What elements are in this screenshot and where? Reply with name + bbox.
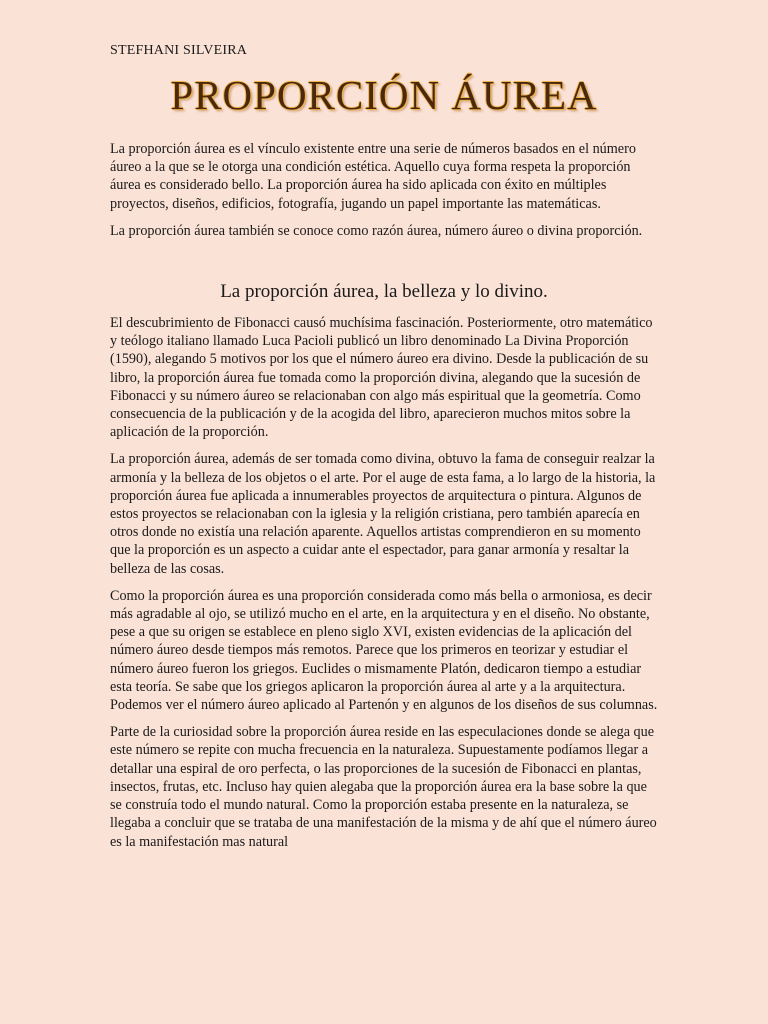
- section-paragraph-4: Parte de la curiosidad sobre la proporción áurea reside en las especulaciones donde se alega que este número se repite con mucha frecuencia en la naturaleza. Supuestamente podíamos llegar a detallar una espiral de oro perfecta, o las proporciones de la sucesión de Fibonacci en plantas, insectos, frutas, etc. Incluso hay quien alegaba que la proporción áurea era la base sobre la que se construía todo el mundo natural. Como la proporción estaba presente en la naturaleza, se llegaba a concluir que se trataba de una manifestación de la misma y de ahí que el número áureo es la manifestación mas natural: [110, 724, 657, 850]
- intro-paragraph-2: La proporción áurea también se conoce como razón áurea, número áureo o divina proporción.: [110, 222, 643, 239]
- section-paragraph-1: El descubrimiento de Fibonacci causó muchísima fascinación. Posteriormente, otro matemático y teólogo italiano llamado Luca Pacioli publicó un libro denominado La Divina Proporción (1590), alegando 5 motivos por los que el número áureo era divino. Desde la publicación de su libro, la proporción áurea fue tomada como la proporción divina, alegando que la sucesión de Fibonacci y su número áureo se relacionaban con algo más espiritual que la geometría. Como consecuencia de la publicación y de la acogida del libro, aparecieron muchos mitos sobre la aplicación de la proporción.: [110, 315, 653, 441]
- section-paragraph-2: La proporción áurea, además de ser tomada como divina, obtuvo la fama de conseguir realzar la armonía y la belleza de los objetos o el arte. Por el auge de esta fama, a lo largo de la historia, la proporción áurea fue aplicada a innumerables proyectos de arquitectura o pintura. Algunos de estos proyectos se relacionaban con la iglesia y la religión cristiana, pero también aparecía en otros donde no existía una relación aparente. Aquellos artistas comprendieron en su momento que la proporción es un aspecto a cuidar ante el espectador, para ganar armonía y resaltar la belleza de las cosas.: [110, 451, 656, 577]
- intro-paragraph-1: La proporción áurea es el vínculo existente entre una serie de números basados en el número áureo a la que se le otorga una condición estética. Aquello cuya forma respeta la proporción áurea es considerado bello. La proporción áurea ha sido aplicada con éxito en múltiples proyectos, diseños, edificios, fotografía, jugando un papel importante las matemáticas.: [110, 141, 636, 212]
- document-title: PROPORCIÓN ÁUREA: [170, 72, 598, 118]
- section-heading: La proporción áurea, la belleza y lo divino.: [220, 281, 548, 303]
- section-paragraph-3: Como la proporción áurea es una proporción considerada como más bella o armoniosa, es decir más agradable al ojo, se utilizó mucho en el arte, en la arquitectura y en el diseño. No obstante, pese a que su origen se establece en pleno siglo XVI, existen evidencias de la aplicación del número áureo desde tiempos más remotos. Parece que los primeros en teorizar y estudiar el número áureo fueron los griegos. Euclides o mismamente Platón, dedicaron tiempo a estudiar esta teoría. Se sabe que los griegos aplicaron la proporción áurea al arte y a la arquitectura. Podemos ver el número áureo aplicado al Partenón y en algunos de los diseños de sus columnas.: [110, 587, 658, 714]
- author-name: STEFHANI SILVEIRA: [110, 43, 248, 58]
